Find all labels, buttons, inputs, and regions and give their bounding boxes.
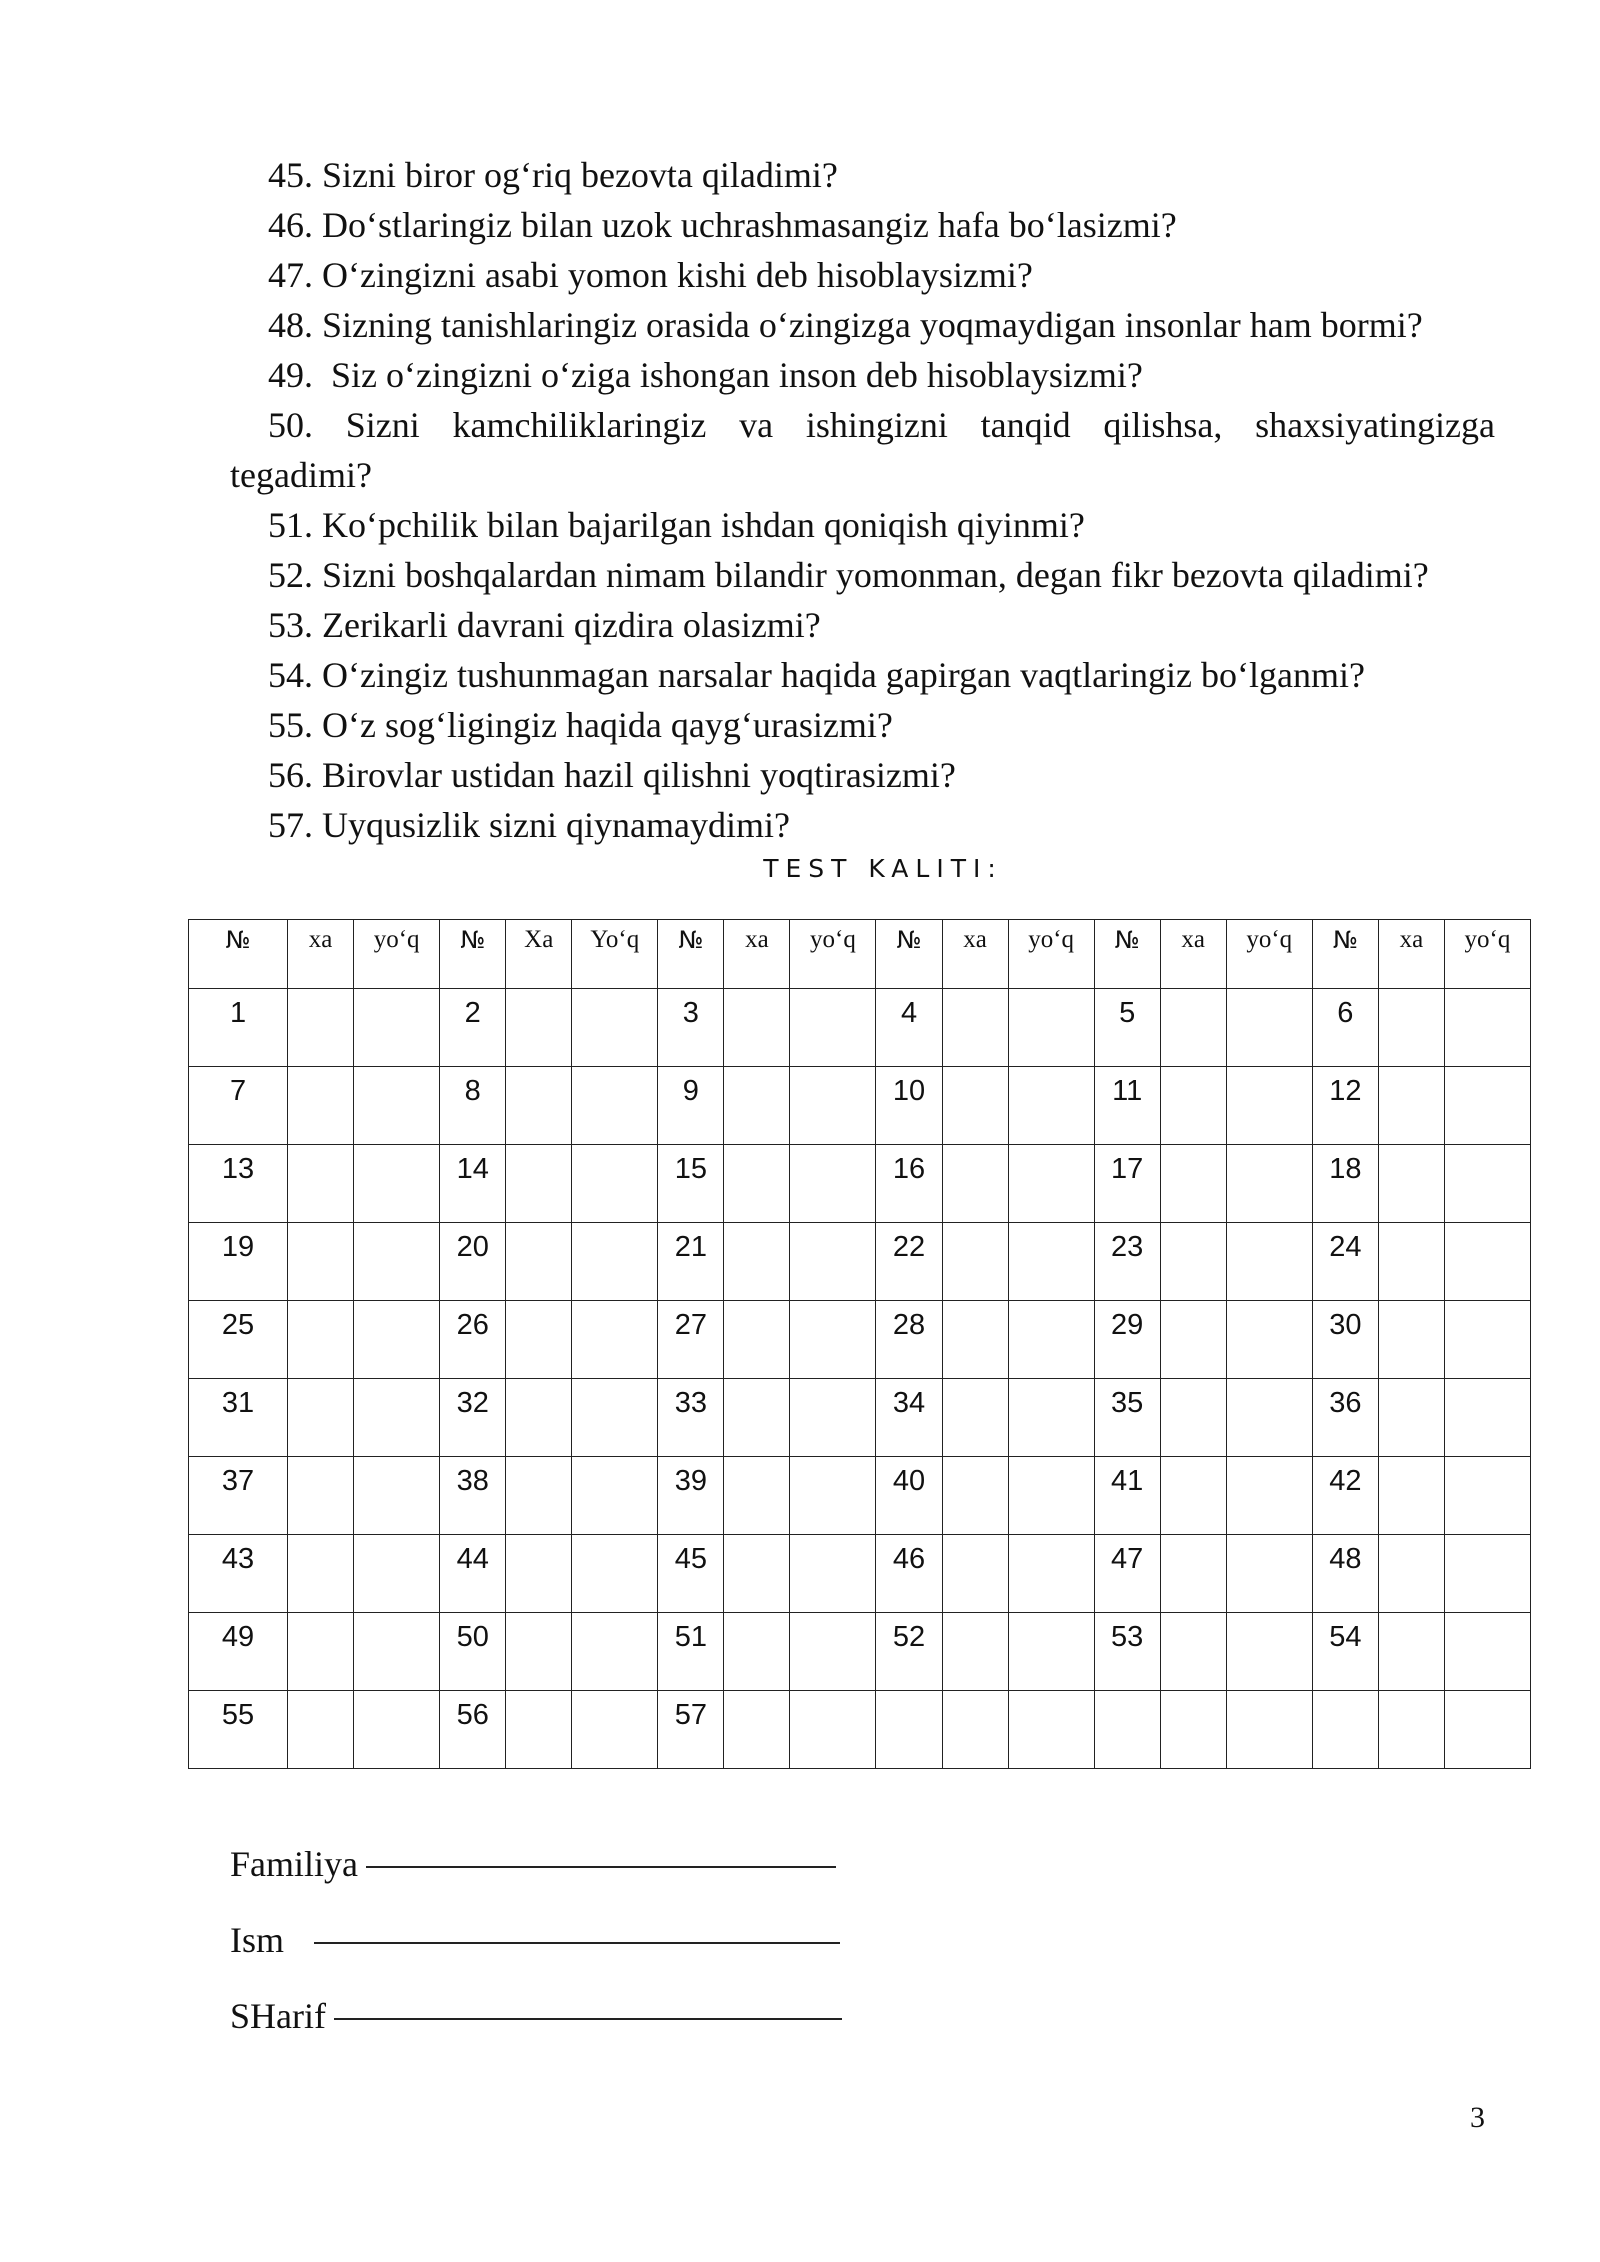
patronymic-label: SHarif <box>230 1996 326 2036</box>
question-number-cell: 5 <box>1094 989 1160 1067</box>
question-number-cell: 39 <box>658 1457 724 1535</box>
answer-yes-cell[interactable] <box>724 1223 790 1301</box>
column-header: yo‘q <box>1226 920 1312 989</box>
question-number: 48. <box>268 305 313 345</box>
answer-no-cell[interactable] <box>790 1145 876 1223</box>
surname-line[interactable] <box>366 1866 836 1868</box>
question-number-cell: 57 <box>658 1691 724 1769</box>
column-header: xa <box>724 920 790 989</box>
question-number-cell <box>876 1691 942 1769</box>
answer-no-cell[interactable] <box>1444 1691 1530 1769</box>
answer-no-cell[interactable] <box>790 1535 876 1613</box>
question-number-cell: 11 <box>1094 1067 1160 1145</box>
answer-yes-cell[interactable] <box>1378 1379 1444 1457</box>
question-50-line <box>230 400 1495 450</box>
answer-no-cell[interactable] <box>1226 1301 1312 1379</box>
answer-yes-cell[interactable] <box>1160 1223 1226 1301</box>
table-row <box>189 1691 1531 1769</box>
question-text: Sizni boshqalardan nimam bilandir yomonman, degan fikr bezovta qiladimi? <box>322 555 1429 595</box>
test-key-title: TEST KALITI: <box>763 854 1003 883</box>
answer-no-cell[interactable] <box>572 1613 658 1691</box>
answer-no-cell[interactable] <box>790 1301 876 1379</box>
answer-yes-cell[interactable] <box>942 1301 1008 1379</box>
column-header: № <box>1094 920 1160 989</box>
question-number-cell: 9 <box>658 1067 724 1145</box>
answer-no-cell[interactable] <box>1008 1691 1094 1769</box>
answer-yes-cell[interactable] <box>506 1535 572 1613</box>
answer-yes-cell[interactable] <box>1160 1613 1226 1691</box>
answer-yes-cell[interactable] <box>288 1301 354 1379</box>
answer-yes-cell[interactable] <box>1378 989 1444 1067</box>
table-row <box>189 1301 1531 1379</box>
question-number: 56. <box>268 755 313 795</box>
question-number: 53. <box>268 605 313 645</box>
answer-no-cell[interactable] <box>1226 989 1312 1067</box>
answer-yes-cell[interactable] <box>288 1457 354 1535</box>
column-header: xa <box>942 920 1008 989</box>
answer-yes-cell[interactable] <box>724 1379 790 1457</box>
question-number-cell: 54 <box>1312 1613 1378 1691</box>
answer-no-cell[interactable] <box>1444 1379 1530 1457</box>
answer-no-cell[interactable] <box>790 989 876 1067</box>
surname-field[interactable] <box>230 1842 836 1886</box>
answer-yes-cell[interactable] <box>506 1379 572 1457</box>
patronymic-field[interactable] <box>230 1994 842 2038</box>
answer-no-cell[interactable] <box>1008 989 1094 1067</box>
question-number-cell: 18 <box>1312 1145 1378 1223</box>
answer-no-cell[interactable] <box>572 1301 658 1379</box>
answer-no-cell[interactable] <box>572 1691 658 1769</box>
question-text: O‘z sog‘ligingiz haqida qayg‘urasizmi? <box>322 705 893 745</box>
answer-no-cell[interactable] <box>790 1457 876 1535</box>
answer-yes-cell[interactable] <box>288 1613 354 1691</box>
answer-yes-cell[interactable] <box>1378 1067 1444 1145</box>
question-number-cell: 48 <box>1312 1535 1378 1613</box>
answer-no-cell[interactable] <box>572 1145 658 1223</box>
question-text: Sizni kamchiliklaringiz va ishingizni tanqid qilishsa, shaxsiyatingizga <box>345 405 1496 445</box>
question-number-cell: 42 <box>1312 1457 1378 1535</box>
question-number-cell: 49 <box>189 1613 288 1691</box>
answer-no-cell[interactable] <box>1008 1613 1094 1691</box>
question-number-cell: 17 <box>1094 1145 1160 1223</box>
answer-yes-cell[interactable] <box>724 989 790 1067</box>
question-number-cell: 55 <box>189 1691 288 1769</box>
answer-yes-cell[interactable] <box>724 1457 790 1535</box>
question-45 <box>230 150 1533 200</box>
question-number-cell: 20 <box>440 1223 506 1301</box>
question-number-cell: 15 <box>658 1145 724 1223</box>
answer-yes-cell[interactable] <box>506 1457 572 1535</box>
answer-yes-cell[interactable] <box>1160 1301 1226 1379</box>
surname-label: Familiya <box>230 1844 358 1884</box>
answer-yes-cell[interactable] <box>1160 1067 1226 1145</box>
column-header: yo‘q <box>1444 920 1530 989</box>
table-row <box>189 1223 1531 1301</box>
answer-yes-cell[interactable] <box>506 989 572 1067</box>
answer-yes-cell[interactable] <box>1378 1613 1444 1691</box>
answer-yes-cell[interactable] <box>724 1535 790 1613</box>
answer-yes-cell[interactable] <box>942 1067 1008 1145</box>
answer-no-cell[interactable] <box>1444 1457 1530 1535</box>
answer-yes-cell[interactable] <box>1378 1223 1444 1301</box>
question-number-cell: 19 <box>189 1223 288 1301</box>
question-number-cell: 53 <box>1094 1613 1160 1691</box>
question-text: Zerikarli davrani qizdira olasizmi? <box>322 605 821 645</box>
answer-no-cell[interactable] <box>1226 1223 1312 1301</box>
question-53 <box>230 600 1533 650</box>
answer-no-cell[interactable] <box>1226 1691 1312 1769</box>
question-text: Uyqusizlik sizni qiynamaydimi? <box>322 805 790 845</box>
answer-yes-cell[interactable] <box>724 1301 790 1379</box>
question-number-cell: 37 <box>189 1457 288 1535</box>
answer-no-cell[interactable] <box>1444 1613 1530 1691</box>
question-number: 47. <box>268 255 313 295</box>
answer-no-cell[interactable] <box>354 1457 440 1535</box>
answer-yes-cell[interactable] <box>288 1067 354 1145</box>
answer-yes-cell[interactable] <box>288 1691 354 1769</box>
question-number: 51. <box>268 505 313 545</box>
answer-yes-cell[interactable] <box>288 1145 354 1223</box>
question-number-cell: 24 <box>1312 1223 1378 1301</box>
question-number-cell: 3 <box>658 989 724 1067</box>
question-number-cell: 4 <box>876 989 942 1067</box>
table-row <box>189 1067 1531 1145</box>
answer-yes-cell[interactable] <box>1378 1457 1444 1535</box>
question-number-cell: 50 <box>440 1613 506 1691</box>
question-number-cell: 2 <box>440 989 506 1067</box>
answer-yes-cell[interactable] <box>1378 1691 1444 1769</box>
answer-no-cell[interactable] <box>1444 1301 1530 1379</box>
question-number: 50. <box>268 405 313 445</box>
answer-yes-cell[interactable] <box>506 1145 572 1223</box>
answer-yes-cell[interactable] <box>942 1613 1008 1691</box>
answer-yes-cell[interactable] <box>724 1613 790 1691</box>
answer-yes-cell[interactable] <box>288 989 354 1067</box>
table-body <box>189 989 1531 1769</box>
answer-no-cell[interactable] <box>572 1379 658 1457</box>
column-header: Yo‘q <box>572 920 658 989</box>
answer-no-cell[interactable] <box>354 1613 440 1691</box>
question-number-cell: 41 <box>1094 1457 1160 1535</box>
question-46 <box>230 200 1533 250</box>
question-number-cell: 10 <box>876 1067 942 1145</box>
answer-no-cell[interactable] <box>354 1223 440 1301</box>
answer-key-table <box>188 919 1531 1769</box>
question-50 <box>230 400 1495 500</box>
table-row <box>189 1457 1531 1535</box>
question-56 <box>230 750 1533 800</box>
answer-no-cell[interactable] <box>1008 1067 1094 1145</box>
column-header: yo‘q <box>1008 920 1094 989</box>
answer-no-cell[interactable] <box>1008 1301 1094 1379</box>
question-number-cell: 1 <box>189 989 288 1067</box>
column-header: № <box>1312 920 1378 989</box>
page-number: 3 <box>1470 2101 1485 2134</box>
answer-no-cell[interactable] <box>1444 1067 1530 1145</box>
question-57 <box>230 800 1533 850</box>
answer-no-cell[interactable] <box>1008 1223 1094 1301</box>
table-row <box>189 1535 1531 1613</box>
question-number-cell: 12 <box>1312 1067 1378 1145</box>
question-number-cell: 46 <box>876 1535 942 1613</box>
answer-yes-cell[interactable] <box>506 1613 572 1691</box>
question-number: 45. <box>268 155 313 195</box>
question-number-cell: 32 <box>440 1379 506 1457</box>
question-text: O‘zingiz tushunmagan narsalar haqida gapirgan vaqtlaringiz bo‘lganmi? <box>322 655 1365 695</box>
question-continuation: tegadimi? <box>230 455 372 495</box>
question-number-cell: 6 <box>1312 989 1378 1067</box>
answer-yes-cell[interactable] <box>506 1301 572 1379</box>
answer-yes-cell[interactable] <box>724 1067 790 1145</box>
answer-yes-cell[interactable] <box>1160 1457 1226 1535</box>
question-number-cell: 51 <box>658 1613 724 1691</box>
answer-yes-cell[interactable] <box>506 1691 572 1769</box>
question-number-cell: 7 <box>189 1067 288 1145</box>
answer-yes-cell[interactable] <box>1160 1691 1226 1769</box>
patronymic-line[interactable] <box>334 2018 842 2020</box>
answer-no-cell[interactable] <box>572 1535 658 1613</box>
question-number-cell: 34 <box>876 1379 942 1457</box>
question-number-cell: 27 <box>658 1301 724 1379</box>
column-header: yo‘q <box>790 920 876 989</box>
answer-no-cell[interactable] <box>354 1145 440 1223</box>
answer-no-cell[interactable] <box>1444 989 1530 1067</box>
question-number-cell: 30 <box>1312 1301 1378 1379</box>
question-text: Ko‘pchilik bilan bajarilgan ishdan qoniqish qiyinmi? <box>322 505 1085 545</box>
column-header: № <box>876 920 942 989</box>
answer-yes-cell[interactable] <box>288 1223 354 1301</box>
answer-no-cell[interactable] <box>1226 1535 1312 1613</box>
answer-yes-cell[interactable] <box>724 1145 790 1223</box>
answer-no-cell[interactable] <box>790 1613 876 1691</box>
answer-yes-cell[interactable] <box>1160 989 1226 1067</box>
answer-no-cell[interactable] <box>1226 1613 1312 1691</box>
column-header: № <box>658 920 724 989</box>
question-text: Siz o‘zingizni o‘ziga ishongan inson deb hisoblaysizmi? <box>322 355 1143 395</box>
question-number: 49. <box>268 355 313 395</box>
answer-yes-cell[interactable] <box>288 1379 354 1457</box>
question-54 <box>230 650 1533 700</box>
column-header: xa <box>1160 920 1226 989</box>
question-number-cell: 33 <box>658 1379 724 1457</box>
question-number-cell: 38 <box>440 1457 506 1535</box>
answer-yes-cell[interactable] <box>724 1691 790 1769</box>
answer-yes-cell[interactable] <box>942 1379 1008 1457</box>
answer-no-cell[interactable] <box>1008 1379 1094 1457</box>
answer-no-cell[interactable] <box>354 1691 440 1769</box>
answer-no-cell[interactable] <box>354 1067 440 1145</box>
answer-no-cell[interactable] <box>1444 1145 1530 1223</box>
question-number: 55. <box>268 705 313 745</box>
answer-yes-cell[interactable] <box>942 1145 1008 1223</box>
answer-yes-cell[interactable] <box>1160 1145 1226 1223</box>
question-number-cell <box>1312 1691 1378 1769</box>
question-number: 52. <box>268 555 313 595</box>
question-number-cell: 45 <box>658 1535 724 1613</box>
answer-no-cell[interactable] <box>572 1457 658 1535</box>
answer-no-cell[interactable] <box>1008 1145 1094 1223</box>
answer-yes-cell[interactable] <box>942 1223 1008 1301</box>
question-number: 54. <box>268 655 313 695</box>
question-number-cell <box>1094 1691 1160 1769</box>
question-number-cell: 26 <box>440 1301 506 1379</box>
answer-yes-cell[interactable] <box>942 1457 1008 1535</box>
answer-no-cell[interactable] <box>1226 1145 1312 1223</box>
question-48 <box>230 300 1533 350</box>
table-row <box>189 1613 1531 1691</box>
answer-no-cell[interactable] <box>572 989 658 1067</box>
question-text: Birovlar ustidan hazil qilishni yoqtirasizmi? <box>322 755 956 795</box>
question-number-cell: 13 <box>189 1145 288 1223</box>
answer-yes-cell[interactable] <box>1378 1535 1444 1613</box>
answer-no-cell[interactable] <box>1444 1223 1530 1301</box>
question-number-cell: 35 <box>1094 1379 1160 1457</box>
column-header: yo‘q <box>354 920 440 989</box>
answer-no-cell[interactable] <box>790 1691 876 1769</box>
answer-no-cell[interactable] <box>1444 1535 1530 1613</box>
question-number-cell: 36 <box>1312 1379 1378 1457</box>
name-label: Ism <box>230 1920 284 1960</box>
question-number-cell: 47 <box>1094 1535 1160 1613</box>
table-row <box>189 989 1531 1067</box>
question-number-cell: 56 <box>440 1691 506 1769</box>
answer-yes-cell[interactable] <box>942 1535 1008 1613</box>
name-line[interactable] <box>314 1942 840 1944</box>
question-text: O‘zingizni asabi yomon kishi deb hisoblaysizmi? <box>322 255 1033 295</box>
column-header: xa <box>1378 920 1444 989</box>
answer-yes-cell[interactable] <box>1160 1535 1226 1613</box>
question-number-cell: 8 <box>440 1067 506 1145</box>
column-header: № <box>440 920 506 989</box>
answer-no-cell[interactable] <box>790 1379 876 1457</box>
answer-yes-cell[interactable] <box>288 1535 354 1613</box>
question-text: Sizning tanishlaringiz orasida o‘zingizga yoqmaydigan insonlar ham bormi? <box>322 305 1423 345</box>
question-number-cell: 28 <box>876 1301 942 1379</box>
answer-yes-cell[interactable] <box>1378 1145 1444 1223</box>
table-header-row <box>189 920 1531 989</box>
question-number: 46. <box>268 205 313 245</box>
answer-no-cell[interactable] <box>790 1067 876 1145</box>
column-header: № <box>189 920 288 989</box>
question-number-cell: 29 <box>1094 1301 1160 1379</box>
answer-yes-cell[interactable] <box>942 989 1008 1067</box>
column-header: xa <box>288 920 354 989</box>
table-row <box>189 1145 1531 1223</box>
question-number: 57. <box>268 805 313 845</box>
question-51 <box>230 500 1533 550</box>
question-text: Do‘stlaringiz bilan uzok uchrashmasangiz hafa bo‘lasizmi? <box>322 205 1177 245</box>
answer-yes-cell[interactable] <box>506 1223 572 1301</box>
question-55 <box>230 700 1533 750</box>
question-number-cell: 40 <box>876 1457 942 1535</box>
answer-yes-cell[interactable] <box>942 1691 1008 1769</box>
answer-no-cell[interactable] <box>572 1067 658 1145</box>
question-number-cell: 44 <box>440 1535 506 1613</box>
answer-no-cell[interactable] <box>354 1301 440 1379</box>
answer-yes-cell[interactable] <box>506 1067 572 1145</box>
question-47 <box>230 250 1533 300</box>
answer-no-cell[interactable] <box>354 1379 440 1457</box>
table-row <box>189 1379 1531 1457</box>
question-number-cell: 14 <box>440 1145 506 1223</box>
question-number-cell: 25 <box>189 1301 288 1379</box>
answer-no-cell[interactable] <box>572 1223 658 1301</box>
question-52 <box>230 550 1533 600</box>
answer-yes-cell[interactable] <box>1160 1379 1226 1457</box>
column-header: Xa <box>506 920 572 989</box>
question-text: Sizni biror og‘riq bezovta qiladimi? <box>322 155 838 195</box>
question-number-cell: 31 <box>189 1379 288 1457</box>
answer-no-cell[interactable] <box>1226 1457 1312 1535</box>
name-field[interactable] <box>230 1918 840 1962</box>
question-number-cell: 43 <box>189 1535 288 1613</box>
answer-no-cell[interactable] <box>1226 1379 1312 1457</box>
answer-no-cell[interactable] <box>354 989 440 1067</box>
answer-no-cell[interactable] <box>1008 1535 1094 1613</box>
question-49 <box>230 350 1533 400</box>
answer-no-cell[interactable] <box>1226 1067 1312 1145</box>
question-number-cell: 52 <box>876 1613 942 1691</box>
answer-no-cell[interactable] <box>354 1535 440 1613</box>
answer-yes-cell[interactable] <box>1378 1301 1444 1379</box>
question-number-cell: 22 <box>876 1223 942 1301</box>
answer-no-cell[interactable] <box>790 1223 876 1301</box>
question-number-cell: 16 <box>876 1145 942 1223</box>
question-number-cell: 21 <box>658 1223 724 1301</box>
answer-no-cell[interactable] <box>1008 1457 1094 1535</box>
question-number-cell: 23 <box>1094 1223 1160 1301</box>
